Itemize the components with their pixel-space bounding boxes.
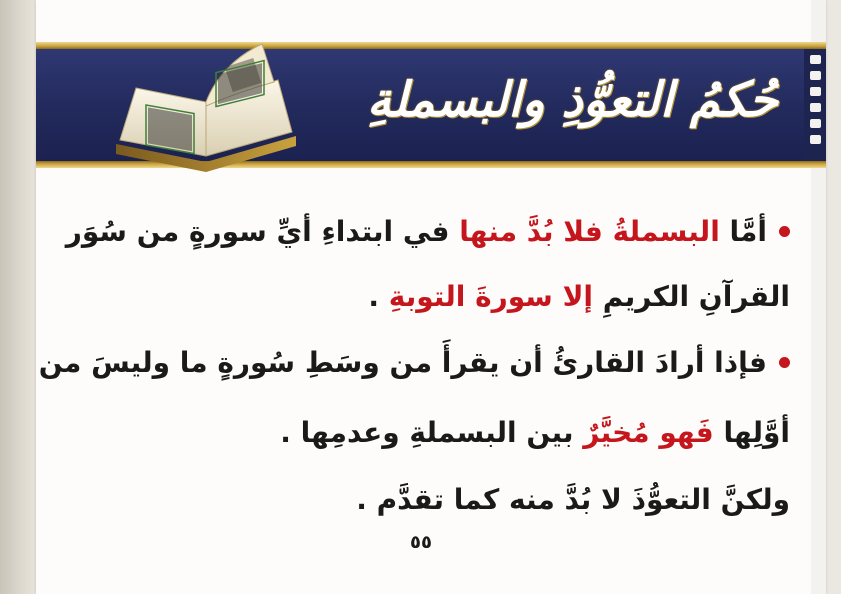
text-segment: . (368, 280, 389, 313)
highlighted-text: فَهو مُخيَّرٌ (583, 416, 714, 449)
film-strip-decoration (804, 49, 826, 161)
paragraph-2-line-3 (356, 480, 790, 520)
page-gutter-shadow (0, 0, 36, 594)
highlighted-text: البسملةُ فلا بُدَّ منها (459, 215, 720, 248)
title-banner (36, 42, 826, 168)
bullet-icon (779, 226, 790, 237)
text-segment: بين البسملةِ وعدمِها . (280, 416, 584, 449)
text-segment: فإذا أرادَ القارئُ أن يقرأَ من وسَطِ سُورةٍ ما وليسَ من (38, 346, 767, 379)
paragraph-2-line-2 (280, 413, 790, 453)
bullet-icon (779, 357, 790, 368)
page-title: حُكمُ التعوُّذِ والبسملةِ (366, 72, 778, 128)
text-segment: أوَّلِها (713, 416, 790, 449)
page-number: ٥٥ (410, 532, 432, 553)
paragraph-1-line-2 (368, 277, 790, 317)
text-segment: أمَّا (719, 215, 767, 248)
highlighted-text: إلا سورةَ التوبةِ (388, 280, 594, 313)
paragraph-2-line-1 (39, 343, 790, 383)
text-segment: القرآنِ الكريمِ (593, 280, 790, 313)
text-segment: ولكنَّ التعوُّذَ لا بُدَّ منه كما تقدَّم . (356, 483, 790, 516)
open-quran-book-icon (106, 36, 306, 176)
paragraph-1-line-1 (66, 212, 790, 252)
text-segment: في ابتداءِ أيِّ سورةٍ من سُوَر (65, 215, 460, 248)
